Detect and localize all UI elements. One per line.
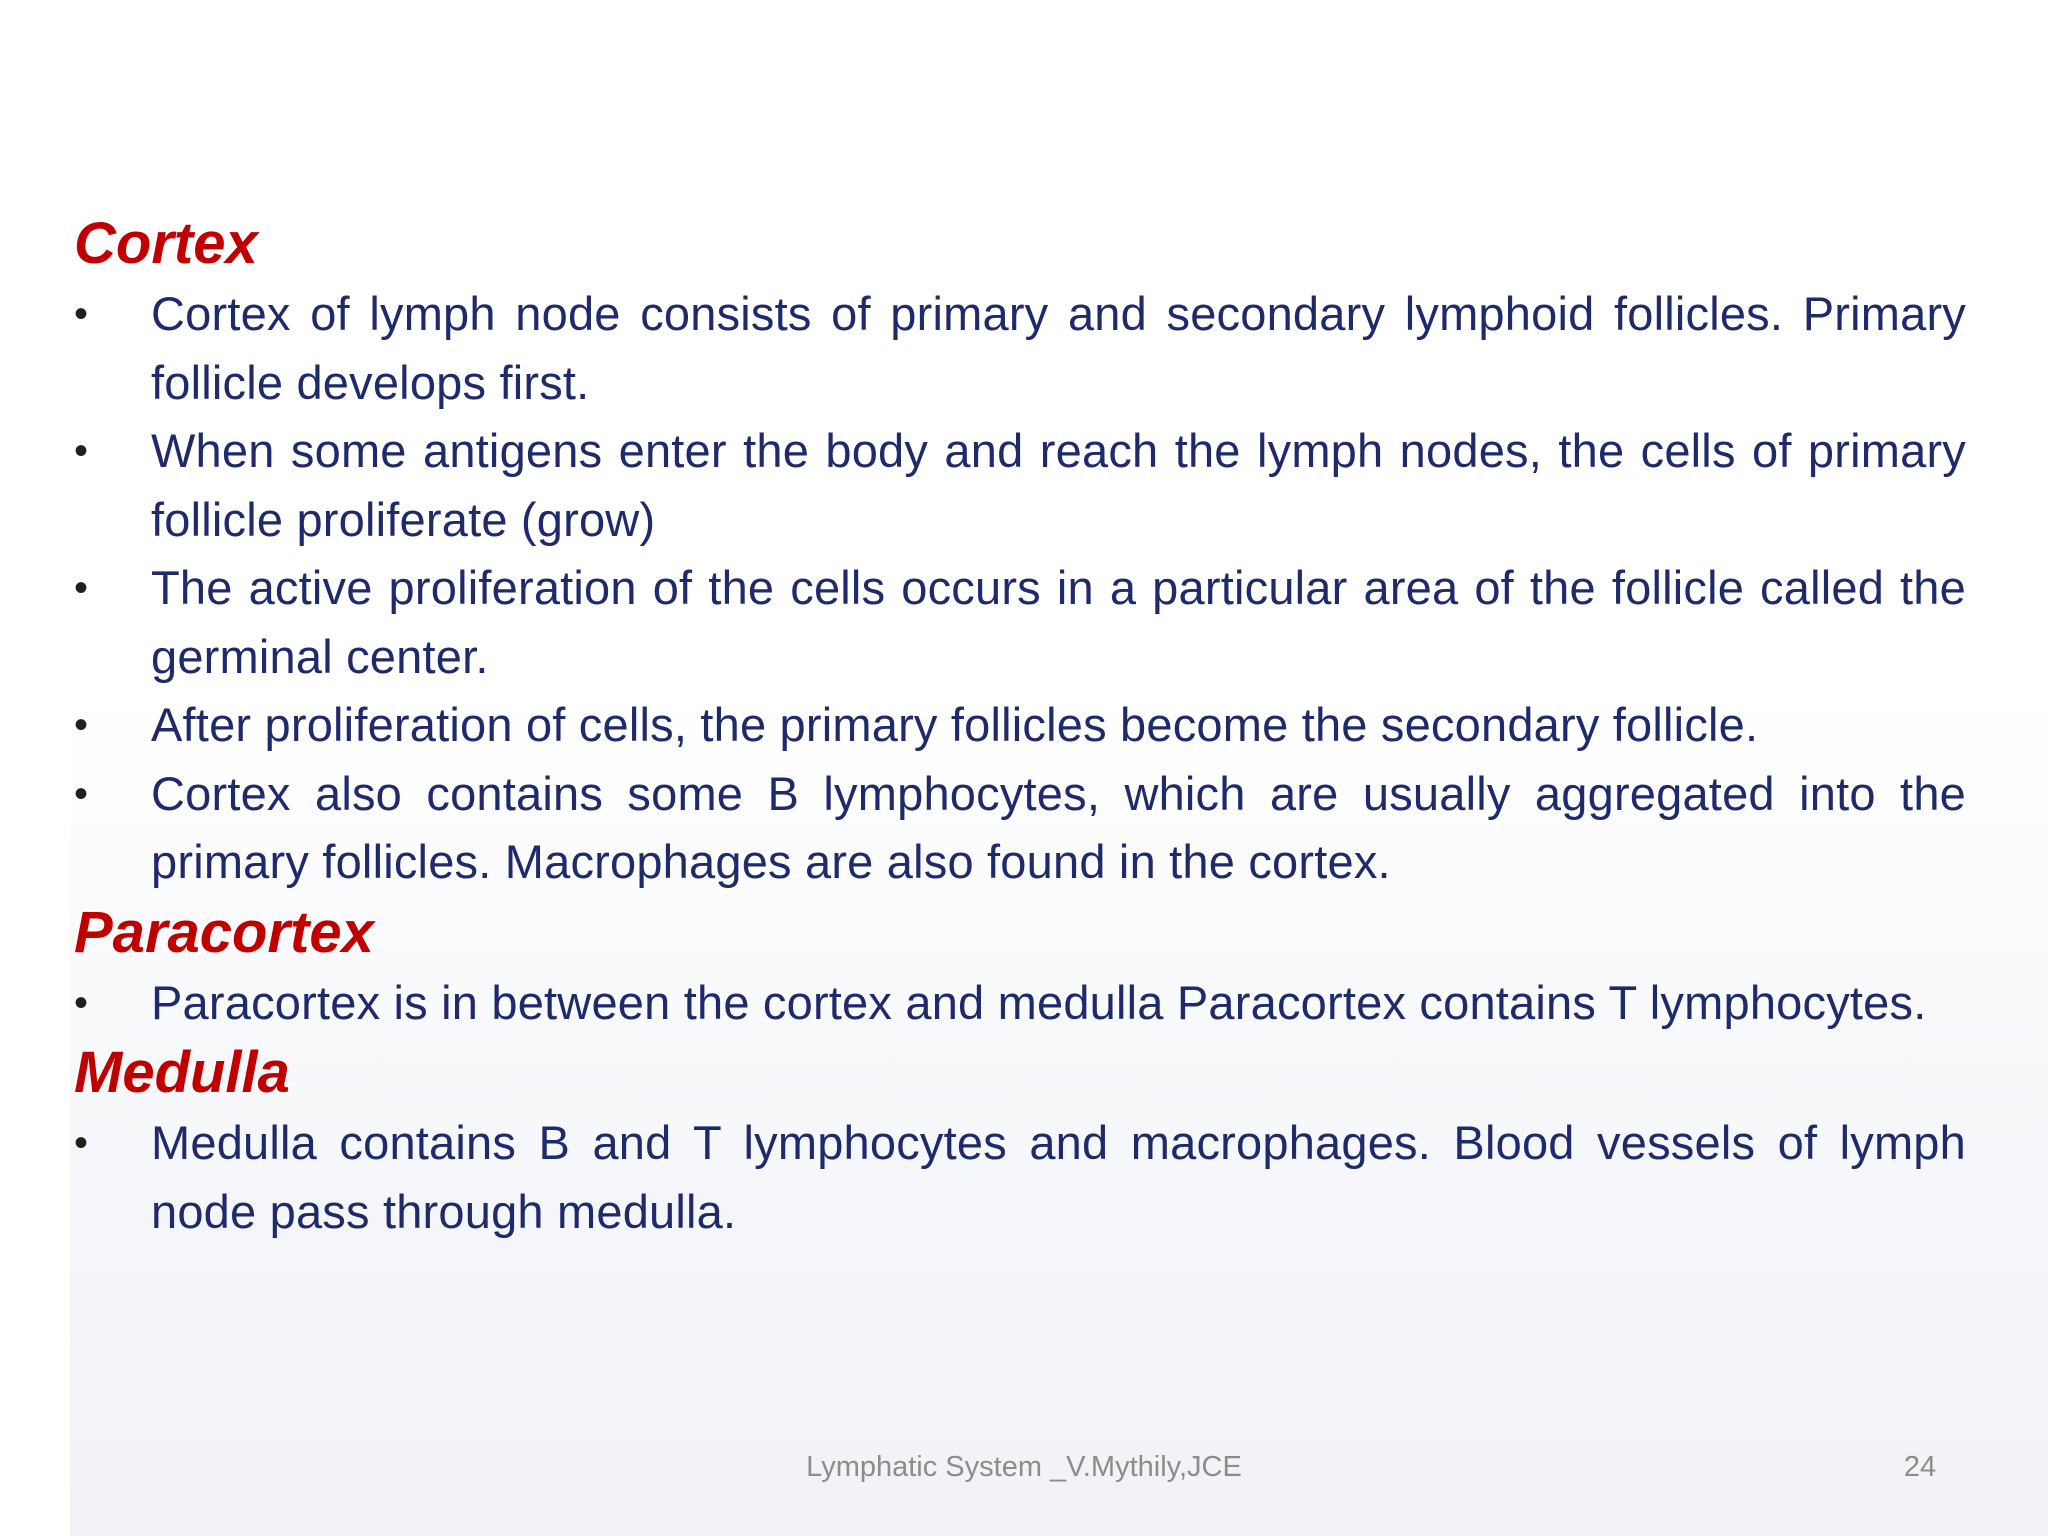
slide-content	[74, 208, 1966, 1246]
bullet-icon: •	[74, 1121, 89, 1165]
medulla-bullet-list	[74, 1109, 1966, 1246]
bullet-icon: •	[74, 429, 89, 473]
list-item	[74, 760, 1966, 897]
bullet-icon: •	[74, 703, 89, 747]
heading-medulla: Medulla	[74, 1040, 290, 1105]
bullet-text: The active proliferation of the cells occurs in a particular area of the follicle called the germinal center.	[151, 561, 1966, 683]
list-item	[74, 554, 1966, 691]
bullet-icon: •	[74, 771, 89, 816]
paracortex-bullet-list	[74, 969, 1966, 1038]
heading-paracortex: Paracortex	[74, 899, 374, 965]
bullet-text: Cortex of lymph node consists of primary and secondary lymphoid follicles. Primary follicle develops first.	[151, 287, 1966, 409]
bullet-text: Cortex also contains some B lymphocytes, which are usually aggregated into the primary follicles. Macrophages are also found in the cortex.	[151, 766, 1966, 888]
list-item	[74, 691, 1966, 760]
page-number: 24	[1903, 1451, 1937, 1483]
bullet-text: Medulla contains B and T lymphocytes and macrophages. Blood vessels of lymph node pass through medulla.	[151, 1116, 1966, 1238]
bullet-icon: •	[74, 566, 89, 610]
bullet-text: Paracortex is in between the cortex and medulla Paracortex contains T lymphocytes.	[151, 975, 1927, 1029]
bullet-text: After proliferation of cells, the primary follicles become the secondary follicle.	[151, 698, 1759, 751]
heading-cortex: Cortex	[74, 211, 258, 276]
footer-text: Lymphatic System _V.Mythily,JCE	[806, 1451, 1242, 1483]
bullet-icon: •	[74, 980, 89, 1025]
cortex-bullet-list	[74, 280, 1966, 897]
list-item	[74, 417, 1966, 554]
bullet-text: When some antigens enter the body and reach the lymph nodes, the cells of primary follicle proliferate (grow)	[151, 424, 1966, 546]
list-item	[74, 1109, 1966, 1246]
list-item	[74, 280, 1966, 417]
bullet-icon: •	[74, 292, 89, 336]
list-item	[74, 969, 1966, 1038]
